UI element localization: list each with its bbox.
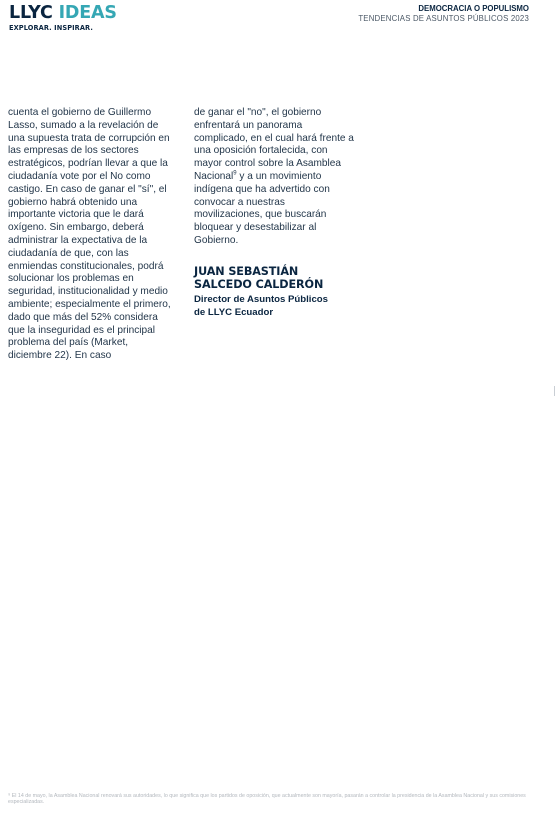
brand-block	[9, 3, 117, 32]
article-column-left	[8, 107, 173, 363]
logo-accent-text: IDEAS	[58, 3, 117, 23]
author-role-line1: Director de Asuntos Públicos	[194, 294, 328, 306]
logo-main-text: LLYC	[9, 3, 53, 23]
section-title: DEMOCRACIA O POPULISMO	[418, 4, 529, 13]
brand-tagline: EXPLORAR. INSPIRAR.	[9, 24, 93, 32]
body-paragraph: cuenta el gobierno de Guillermo Lasso, sumado a la revelación de una supuesta trata de corrupción en las empresas de los sectores estratégicos, podrían llevar a que la ciudadanía vote por el No como castigo. En caso de ganar el "sí", el gobierno habrá obtenido una importante victoria que le dará oxígeno. Sin embargo, deberá administrar la expectativa de la ciudadanía de que, con las enmiendas constitucionales, podrá solucionar los problemas en seguridad, institucionalidad y medio ambiente; especialmente el primero, dado que más del 52% considera que la inseguridad es el principal problema del país (Market, diciembre 22). En caso	[8, 107, 171, 362]
body-paragraph-continued	[194, 107, 354, 248]
body-text-part1: de ganar el "no", el gobierno enfrentará un panorama complicado, en el cual hará frente a una oposición fortalecida, con mayor control sobre la Asamblea Nacional	[194, 107, 354, 182]
running-header	[358, 4, 529, 23]
author-name	[194, 266, 354, 292]
footnote: ⁹ El 14 de mayo, la Asamblea Nacional renovará sus autoridades, lo que significa que los partidos de oposición, que actualmente son mayoría, pasarán a controlar la presidencia de la Asamblea Nacional y sus comisiones especializadas.	[8, 792, 526, 806]
page-edge-marker	[554, 386, 558, 396]
article-column-right	[194, 107, 354, 319]
author-name-line1: JUAN SEBASTIÁN	[194, 264, 299, 278]
body-text-part2: y a un movimiento indígena que ha advertido con convocar a nuestras movilizaciones, que buscarán bloquear y desestabilizar al Gobierno.	[194, 170, 330, 246]
author-name-line2: SALCEDO CALDERÓN	[194, 277, 324, 291]
footnote-reference[interactable]: 9	[233, 170, 237, 177]
author-role-line2: de LLYC Ecuador	[194, 306, 274, 318]
llyc-ideas-logo[interactable]	[9, 3, 117, 23]
report-title: TENDENCIAS DE ASUNTOS PÚBLICOS 2023	[358, 13, 529, 23]
author-role	[194, 294, 354, 319]
